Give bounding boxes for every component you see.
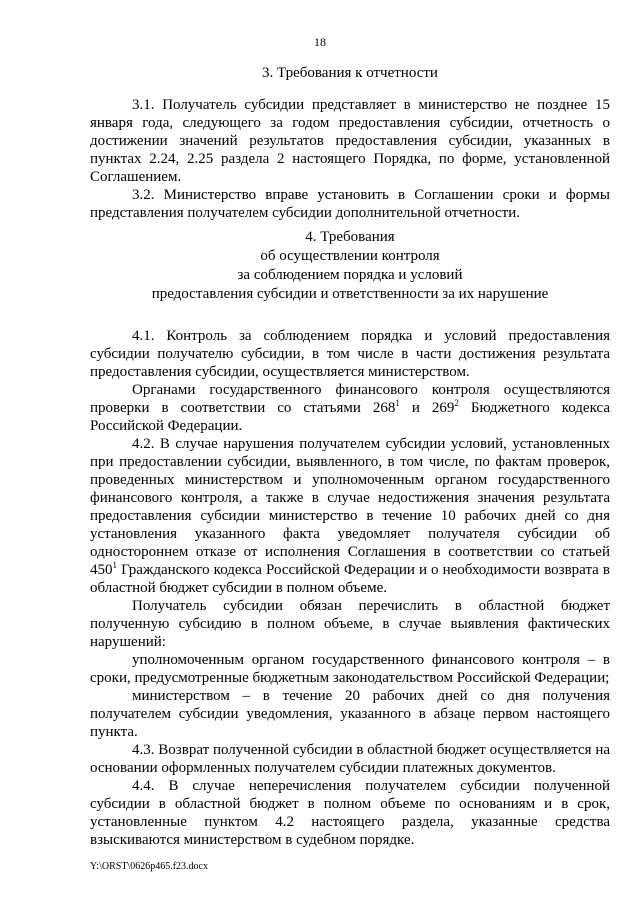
paragraph-4-4: 4.4. В случае неперечисления получателем субсидии полученной субсидии в областной бюджет в полном объеме по основаниям и в срок, установленные пунктом 4.2 настоящего раздела, указанные средства взыскиваются министерством в судебном порядке.: [90, 778, 610, 848]
paragraph-audit-text-3: Бюджетного кодекса Российской Федерации.: [90, 400, 611, 434]
paragraph-4-2-text-2: Гражданского кодекса Российской Федерации и о необходимости возврата в областной бюджет субсидии в полном объеме.: [90, 562, 610, 596]
paragraph-ministry: министерством – в течение 20 рабочих дней со дня получения получателем субсидии уведомления, указанного в абзаце первом настоящего пункта.: [90, 688, 610, 740]
paragraph-obligation: Получатель субсидии обязан перечислить в областной бюджет полученную субсидию в полном объеме, в случае выявления фактических нарушений:: [90, 598, 610, 650]
section-4-heading-line: 4. Требования: [305, 229, 395, 245]
section-4-heading-line: предоставления субсидии и ответственности за их нарушение: [151, 286, 549, 302]
paragraph-audit-text-1: Органами государственного финансового контроля осуществляются проверки в соответствии со статьями 268: [90, 382, 610, 416]
paragraph-4-2-text-1: 4.2. В случае нарушения получателем субсидии условий, установленных при предоставлении субсидии, выявленного, в том числе, по фактам проверок, проведенных министерством и уполномоченным органом государственного финансового контроля, а также в случае недостижения значения результата предоставления субсидии министерство в течение 10 рабочих дней со дня установления указанного факта уведомляет получателя субсидии об одностороннем отказе от исполнения Соглашения в соответствии со статьей 450: [90, 436, 610, 578]
section-4-heading-line: об осуществлении контроля: [260, 248, 440, 264]
paragraph-3-2: 3.2. Министерство вправе установить в Соглашении сроки и формы представления получателем субсидии дополнительной отчетности.: [90, 187, 610, 221]
superscript-268: 1: [395, 398, 400, 408]
paragraph-audit-text-2: и 269: [399, 400, 455, 416]
paragraph-4-1: 4.1. Контроль за соблюдением порядка и условий предоставления субсидии получателю субсидии, в том числе в части достижения результата предоставления субсидии, осуществляется министерством.: [90, 328, 610, 380]
section-3-heading: 3. Требования к отчетности: [262, 65, 438, 81]
paragraph-control-body: уполномоченным органом государственного финансового контроля – в сроки, предусмотренные бюджетным законодательством Российской Федерации;: [90, 652, 610, 686]
page-number: 18: [314, 35, 326, 49]
paragraph-audit: [90, 381, 610, 435]
superscript-269: 2: [454, 398, 459, 408]
document-body: [90, 96, 610, 849]
section-4-heading-line: за соблюдением порядка и условий: [237, 267, 463, 283]
paragraph-4-2: [90, 435, 610, 597]
paragraph-4-3: 4.3. Возврат полученной субсидии в областной бюджет осуществляется на основании оформленных получателем субсидии платежных документов.: [90, 742, 610, 776]
superscript-450: 1: [112, 560, 117, 570]
footer-file-path: Y:\ORST\0626p465.f23.docx: [90, 861, 208, 872]
section-4-heading: [90, 228, 610, 304]
paragraph-3-1: 3.1. Получатель субсидии представляет в министерство не позднее 15 января года, следующего за годом предоставления субсидии, отчетность о достижении значений результатов предоставления субсидии, указанных в пунктах 2.24, 2.25 раздела 2 настоящего Порядка, по форме, установленной Соглашением.: [90, 97, 610, 185]
